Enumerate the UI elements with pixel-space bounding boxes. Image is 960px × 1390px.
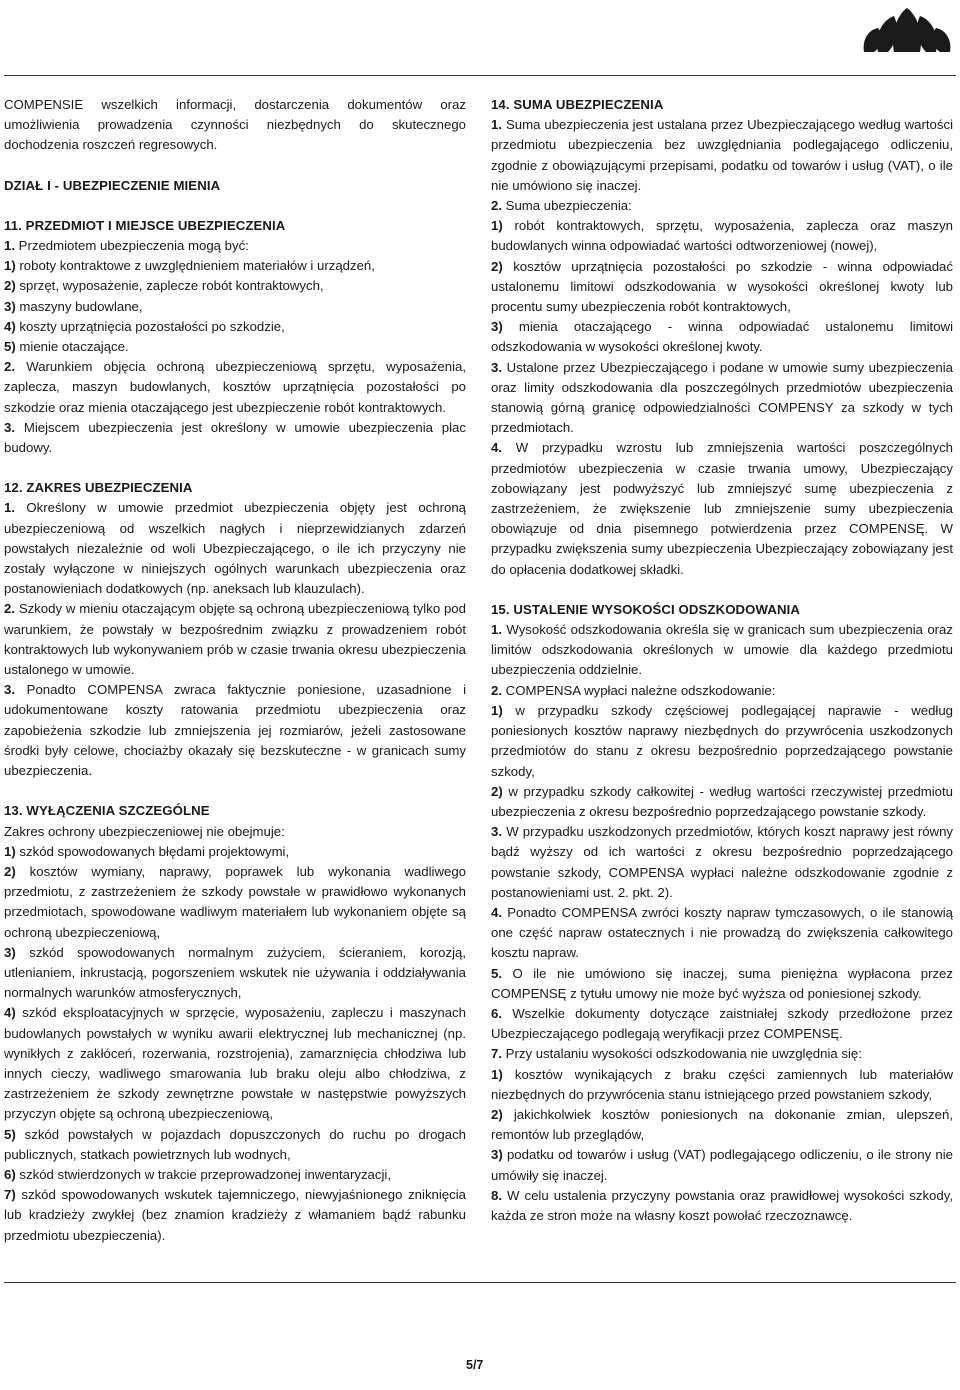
- s12-para-2: 2. Szkody w mieniu otaczającym objęte są ochroną ubezpieczeniową tylko pod warunkiem, że powstały w bezpośrednim związku z prowadzeniem robót kontraktowych lub wykonywaniem prób w czasie trwania okresu ubezpieczenia ustalonego w umowie.: [4, 601, 466, 678]
- s14-item-3: 3) mienia otaczającego - winna odpowiadać ustalonemu limitowi odszkodowania w wysokości określonej kwoty.: [491, 319, 953, 355]
- s13-item-3: 3) szkód spowodowanych normalnym zużyciem, ścieraniem, korozją, utlenianiem, inkrustacją, pogorszeniem wskutek nie używania i oddziaływania normalnych warunków atmosferycznych,: [4, 944, 466, 1001]
- s14-item-2: 2) kosztów uprzątnięcia pozostałości po szkodzie - winna odpowiadać ustalonemu limitowi odszkodowania w wysokości określonej kwoty lub procentu sumy ubezpieczenia robót kontraktowych,: [491, 258, 953, 315]
- s15-item-1: 1) w przypadku szkody częściowej podlegającej naprawie - według poniesionych kosztów naprawy niezbędnych do przywrócenia uszkodzonych przedmiotów do stanu z okresu bezpośrednio poprzedzającego powstanie szkody,: [491, 702, 953, 779]
- s12-para-3: 3. Ponadto COMPENSA zwraca faktycznie poniesione, uzasadnione i udokumentowane koszty ratowania przedmiotu ubezpieczenia oraz zapobieżenia szkodzie lub zmniejszenia jej rozmiarów, jeżeli zastosowane środki były celowe, chociażby okazały się bezskuteczne - w granicach sumy ubezpieczenia.: [4, 682, 466, 779]
- s14-para-1: 1. Suma ubezpieczenia jest ustalana przez Ubezpieczającego według wartości przedmiotu ubezpieczenia bez uwzględniania podlegającego odliczeniu, zgodnie z obowiązującymi przepisami, podatku od towarów i usług (VAT), o ile nie umówiono się inaczej.: [491, 117, 953, 193]
- page-number: 5/7: [466, 1358, 484, 1372]
- s15-para-3: 3. W przypadku uszkodzonych przedmiotów, których koszt naprawy jest równy bądź wyższy od ich wartości z okresu bezpośrednio poprzedzającego powstanie szkody, COMPENSA wypłaci należne odszkodowanie zgodnie z postanowieniami ust. 2. pkt. 2).: [491, 824, 953, 900]
- s11-para-2: 2. Warunkiem objęcia ochroną ubezpieczeniową sprzętu, wyposażenia, zaplecza, maszyn budowlanych, kosztów uprzątnięcia pozostałości po szkodzie oraz mienia otaczającego jest ubezpieczenie robót kontraktowych.: [4, 359, 466, 415]
- s15-item-3: 1) kosztów wynikających z braku części zamiennych lub materiałów niezbędnych do przywrócenia stanu istniejącego przed powstaniem szkody,: [491, 1066, 953, 1102]
- s11-item-3: 3) maszyny budowlane,: [4, 298, 143, 314]
- s11-item-2: 2) sprzęt, wyposażenie, zaplecze robót kontraktowych,: [4, 278, 324, 294]
- s11-item-1: 1) roboty kontraktowe z uwzględnieniem materiałów i urządzeń,: [4, 258, 375, 274]
- s15-item-5: 3) podatku od towarów i usług (VAT) podlegającego odliczeniu, o ile strony nie umówiły się inaczej.: [491, 1147, 953, 1183]
- s13-item-2: 2) kosztów wymiany, naprawy, poprawek lub wykonania wadliwego przedmiotu, z zastrzeżeniem że szkody powstałe w prawidłowo wykonanych przedmiotach, spowodowane wadliwym materiałem lub wykonaniem objęte są ochroną ubezpieczeniową,: [4, 863, 466, 940]
- division-heading: DZIAŁ I - UBEZPIECZENIE MIENIA: [4, 177, 221, 193]
- section-15-title: 15. USTALENIE WYSOKOŚCI ODSZKODOWANIA: [491, 601, 800, 617]
- s13-item-4: 4) szkód eksploatacyjnych w sprzęcie, wyposażeniu, zapleczu i maszynach budowlanych powstałych w wyniku awarii elektrycznej lub mechanicznej (np. wynikłych z zakłóceń, rozerwania, rozstrojenia), zamarznięcia chłodziwa lub innych cieczy, wadliwego smarowania lub braku oleju albo chłodziwa, z zastrzeżeniem że szkody zewnętrzne powstałe w następstwie powyższych przyczyn objęte są ochroną ubezpieczeniową,: [4, 1005, 466, 1122]
- s14-para-3: 3. Ustalone przez Ubezpieczającego i podane w umowie sumy ubezpieczenia oraz limity odszkodowania dla poszczególnych przedmiotów ubezpieczenia stanowią górną granicę odpowiedzialności COMPENSY za szkody w tych przedmiotach.: [491, 359, 953, 436]
- s14-item-1: 1) robót kontraktowych, sprzętu, wyposażenia, zaplecza oraz maszyn budowlanych winna odpowiadać wartości odtworzeniowej (nowej),: [491, 218, 953, 254]
- s11-item-5: 5) mienie otaczające.: [4, 339, 129, 355]
- s15-para-6: 6. Wszelkie dokumenty dotyczące zaistniałej szkody przedłożone przez Ubezpieczającego podlegają weryfikacji przez COMPENSĘ.: [491, 1005, 953, 1042]
- section-14-title: 14. SUMA UBEZPIECZENIA: [491, 97, 664, 112]
- s14-para-4: 4. W przypadku wzrostu lub zmniejszenia wartości poszczególnych przedmiotów ubezpieczenia w czasie trwania umowy, Ubezpieczający zobowiązany jest podwyższyć lub zmniejszyć sumę ubezpieczenia z zastrzeżeniem, że zwiększenie lub zmniejszenie sumy ubezpieczenia obowiązuje od dnia pisemnego potwierdzenia przez COMPENSĘ. W przypadku zwiększenia sumy ubezpieczenia Ubezpieczający zobowiązany jest do opłacenia dodatkowej składki.: [491, 440, 953, 577]
- s11-para-3: 3. Miejscem ubezpieczenia jest określony w umowie ubezpieczenia plac budowy.: [4, 419, 466, 456]
- s13-item-1: 1) szkód spowodowanych błędami projektowymi,: [4, 843, 290, 859]
- s15-para-2: 2. COMPENSA wypłaci należne odszkodowanie:: [491, 682, 776, 698]
- section-11-title: 11. PRZEDMIOT I MIEJSCE UBEZPIECZENIA: [4, 217, 286, 233]
- s13-item-5: 5) szkód powstałych w pojazdach dopuszczonych do ruchu po drogach publicznych, statkach powietrznych lub wodnych,: [4, 1126, 467, 1162]
- top-divider: [4, 75, 956, 76]
- s15-para-4: 4. Ponadto COMPENSA zwróci koszty napraw tymczasowych, o ile stanowią one część napraw ostatecznych i nie prowadzą do zwiększenia całkowitego kosztu napraw.: [491, 904, 953, 961]
- s15-item-4: 2) jakichkolwiek kosztów poniesionych na dokonanie zmian, ulepszeń, remontów lub przeglądów,: [491, 1106, 953, 1143]
- section-12-title: 12. ZAKRES UBEZPIECZENIA: [4, 480, 193, 496]
- s12-para-1: 1. Określony w umowie przedmiot ubezpieczenia objęty jest ochroną ubezpieczeniową od wszelkich nagłych i nieprzewidzianych zdarzeń powstałych niezależnie od woli Ubezpieczającego, o ile ich przyczyny nie zostały wyłączone w niniejszych ogólnych warunkach ubezpieczenia oraz postanowieniach dodatkowych (np. aneksach lub klauzulach).: [4, 500, 466, 597]
- s13-item-6: 6) szkód stwierdzonych w trakcie przeprowadzonej inwentaryzacji,: [4, 1166, 392, 1182]
- s15-para-7: 7. Przy ustalaniu wysokości odszkodowania nie uwzględnia się:: [491, 1046, 862, 1062]
- right-column: [491, 95, 953, 1226]
- left-column: [4, 95, 466, 1246]
- s11-para-1: 1. Przedmiotem ubezpieczenia mogą być:: [4, 238, 249, 254]
- s13-item-7: 7) szkód spowodowanych wskutek tajemniczego, niewyjaśnionego zniknięcia lub kradzieży zwykłej (bez znamion kradzieży z włamaniem bądź rabunku przedmiotu ubezpieczenia).: [4, 1187, 466, 1243]
- s13-lead: Zakres ochrony ubezpieczeniowej nie obejmuje:: [4, 823, 285, 839]
- s14-para-2: 2. Suma ubezpieczenia:: [491, 198, 632, 214]
- compensa-logo-icon: [860, 6, 955, 54]
- intro-paragraph: COMPENSIE wszelkich informacji, dostarczenia dokumentów oraz umożliwienia prowadzenia czynności niezbędnych do skutecznego dochodzenia roszczeń regresowych.: [4, 97, 466, 153]
- section-13-title: 13. WYŁĄCZENIA SZCZEGÓLNE: [4, 803, 210, 819]
- s15-item-2: 2) w przypadku szkody całkowitej - według wartości rzeczywistej przedmiotu ubezpieczenia z okresu bezpośrednio poprzedzającego powstanie szkody.: [491, 783, 954, 819]
- bottom-divider: [4, 1282, 956, 1283]
- s11-item-4: 4) koszty uprzątnięcia pozostałości po szkodzie,: [4, 318, 285, 334]
- s15-para-5: 5. O ile nie umówiono się inaczej, suma pieniężna wypłacona przez COMPENSĘ z tytułu umowy nie może być wyższa od poniesionej szkody.: [491, 965, 953, 1001]
- s15-para-1: 1. Wysokość odszkodowania określa się w granicach sum ubezpieczenia oraz limitów odszkodowania określonych w umowie dla każdego przedmiotu ubezpieczenia oddzielnie.: [491, 622, 953, 678]
- s15-para-8: 8. W celu ustalenia przyczyny powstania oraz prawidłowej wysokości szkody, każda ze stron może na własny koszt powołać rzeczoznawcę.: [491, 1187, 953, 1223]
